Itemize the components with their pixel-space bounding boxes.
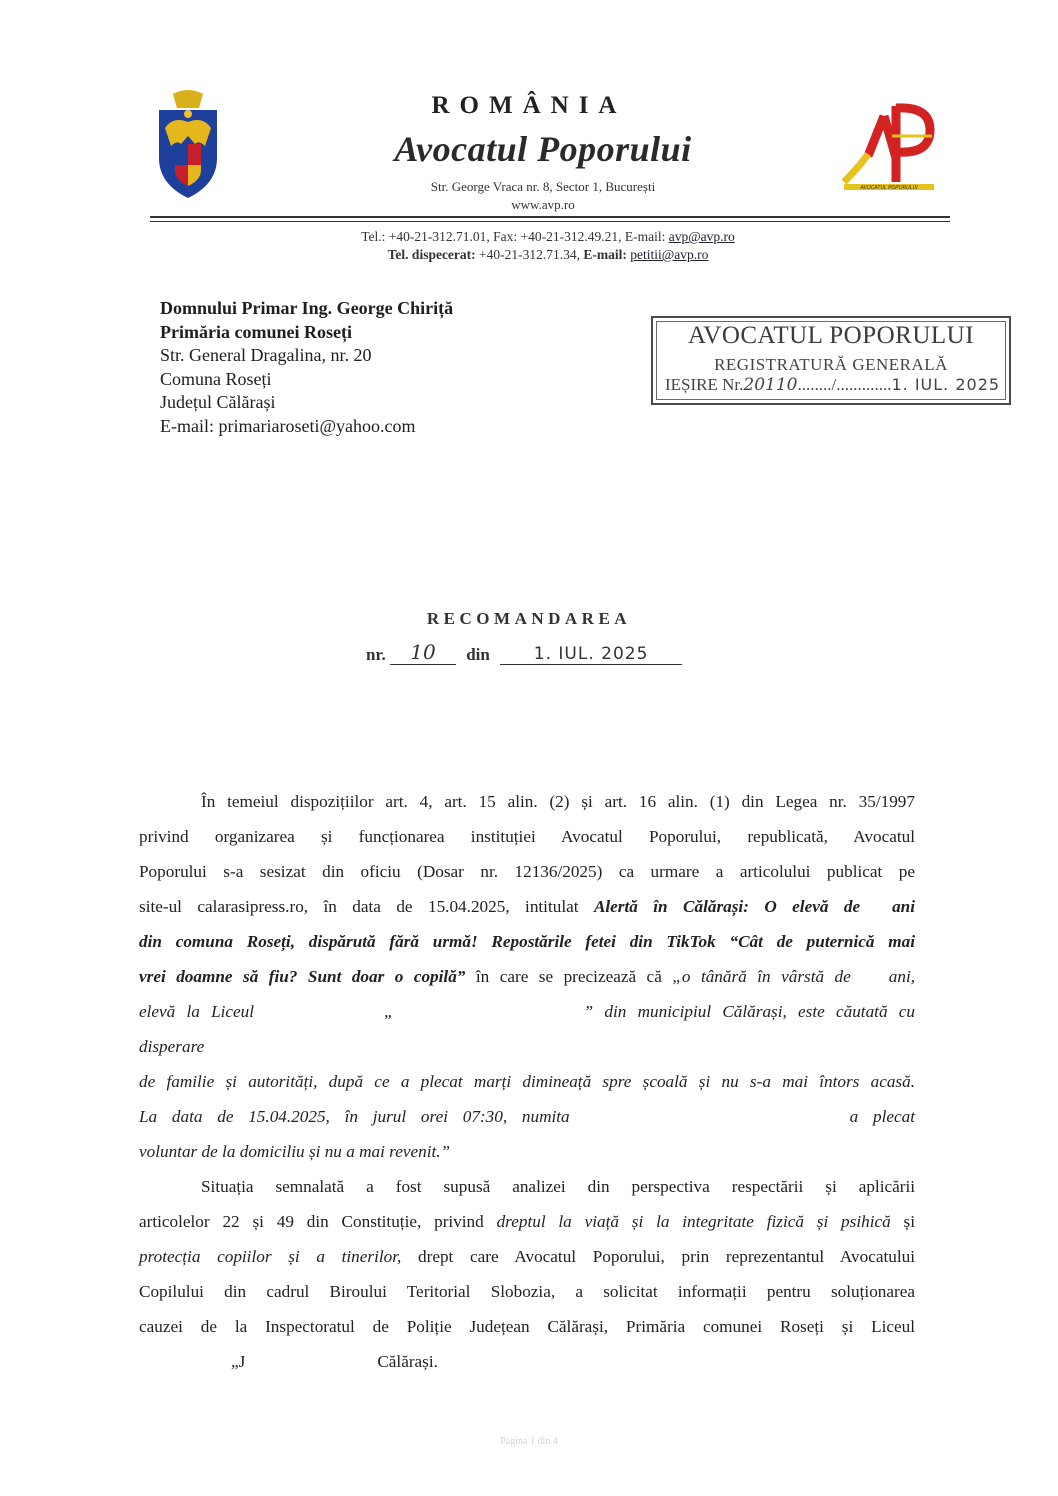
document-number-line: nr. 10 din 1. IUL. 2025: [366, 640, 682, 665]
body-line: site-ul calarasipress.ro, în data de 15.04.2025, intitulat Alertă în Călărași: O elevă de ani: [139, 897, 916, 916]
email-link-petitii[interactable]: petitii@avp.ro: [630, 247, 709, 262]
addressee-name: Domnului Primar Ing. George Chiriță: [160, 298, 454, 318]
body-line: de familie și autorități, după ce a plecat marți dimineață spre școală și nu s-a mai întors acasă.: [139, 1072, 915, 1091]
body-line: Copilului din cadrul Biroului Teritorial Slobozia, a solicitat informații pentru soluționarea: [139, 1282, 915, 1301]
stamp-subtitle: REGISTRATURĂ GENERALĂ: [714, 355, 948, 374]
registry-stamp: [651, 316, 1011, 405]
header-divider-thick: [150, 216, 950, 218]
document-date: 1. IUL. 2025: [533, 644, 649, 664]
body-line: articolelor 22 și 49 din Constituție, privind dreptul la viață și la integritate fizică și psihică și: [139, 1212, 915, 1231]
body-line: protecția copiilor și a tinerilor, drept care Avocatul Poporului, prin reprezentantul Avocatului: [139, 1247, 916, 1266]
stamp-title: AVOCATUL POPORULUI: [687, 322, 975, 349]
body-line: elevă la Liceul „ ” din municipiul Călărași, este căutată cu disperare: [139, 1002, 915, 1056]
contact-line-1: Tel.: +40-21-312.71.01, Fax: +40-21-312.49.21, E-mail: avp@avp.ro: [361, 229, 735, 244]
document-title: RECOMANDAREA: [426, 609, 632, 628]
document-number: 10: [410, 640, 436, 664]
body-line: Poporului s-a sesizat din oficiu (Dosar nr. 12136/2025) ca urmare a articolului publicat pe: [139, 862, 915, 881]
page-footer: Pagina 1 din 4: [500, 1436, 558, 1447]
stamp-date: 1. IUL. 2025: [891, 375, 1001, 394]
contact-line-2: Tel. dispecerat: +40-21-312.71.34, E-mail: petitii@avp.ro: [387, 247, 709, 262]
body-line: În temeiul dispozițiilor art. 4, art. 15 alin. (2) și art. 16 alin. (1) din Legea nr. 35/1997: [201, 792, 915, 811]
addressee-commune: Comuna Roseți: [160, 368, 272, 389]
avp-logo: [838, 96, 938, 196]
addressee-street: Str. General Dragalina, nr. 20: [160, 345, 372, 365]
addressee-email: E-mail: primariaroseti@yahoo.com: [160, 415, 416, 436]
body-line: din comuna Roseți, dispărută fără urmă! Repostările fetei din TikTok “Cât de puternică mai: [139, 932, 915, 951]
addressee-county: Județul Călărași: [160, 392, 276, 412]
addressee-institution: Primăria comunei Roseți: [160, 321, 352, 342]
institution-name: Avocatul Poporului: [394, 129, 692, 169]
recommendation-body: [139, 784, 915, 1379]
body-line: „J Călărași.: [231, 1352, 438, 1371]
email-link-avp[interactable]: avp@avp.ro: [668, 229, 735, 244]
institution-address: Str. George Vraca nr. 8, Sector 1, București: [430, 179, 656, 194]
addressee-block: [160, 297, 453, 438]
body-line: voluntar de la domiciliu și nu a mai revenit.”: [139, 1142, 451, 1161]
body-line: vrei doamne să fiu? Sunt doar o copilă” în care se precizează că „o tânără în vârstă de ani,: [139, 967, 916, 986]
body-line: privind organizarea și funcționarea instituției Avocatul Poporului, republicată, Avocatul: [139, 827, 915, 846]
country-title: ROMÂNIA: [431, 92, 627, 119]
institution-website: www.avp.ro: [511, 197, 575, 212]
stamp-handwritten-number: 20110: [743, 375, 798, 395]
logo-caption: AVOCATUL POPORULUI: [860, 185, 918, 191]
body-line: Situația semnalată a fost supusă analizei din perspectiva respectării și aplicării: [201, 1177, 915, 1196]
body-line: La data de 15.04.2025, în jurul orei 07:30, numita a plecat: [139, 1107, 915, 1126]
stamp-exit-number: IEȘIRE Nr.20110......../.............1. IUL. 2025: [665, 375, 1001, 395]
header-divider-thin: [150, 221, 950, 222]
body-line: cauzei de la Inspectoratul de Poliție Județean Călărași, Primăria comunei Roseți și Liceul: [139, 1317, 915, 1336]
